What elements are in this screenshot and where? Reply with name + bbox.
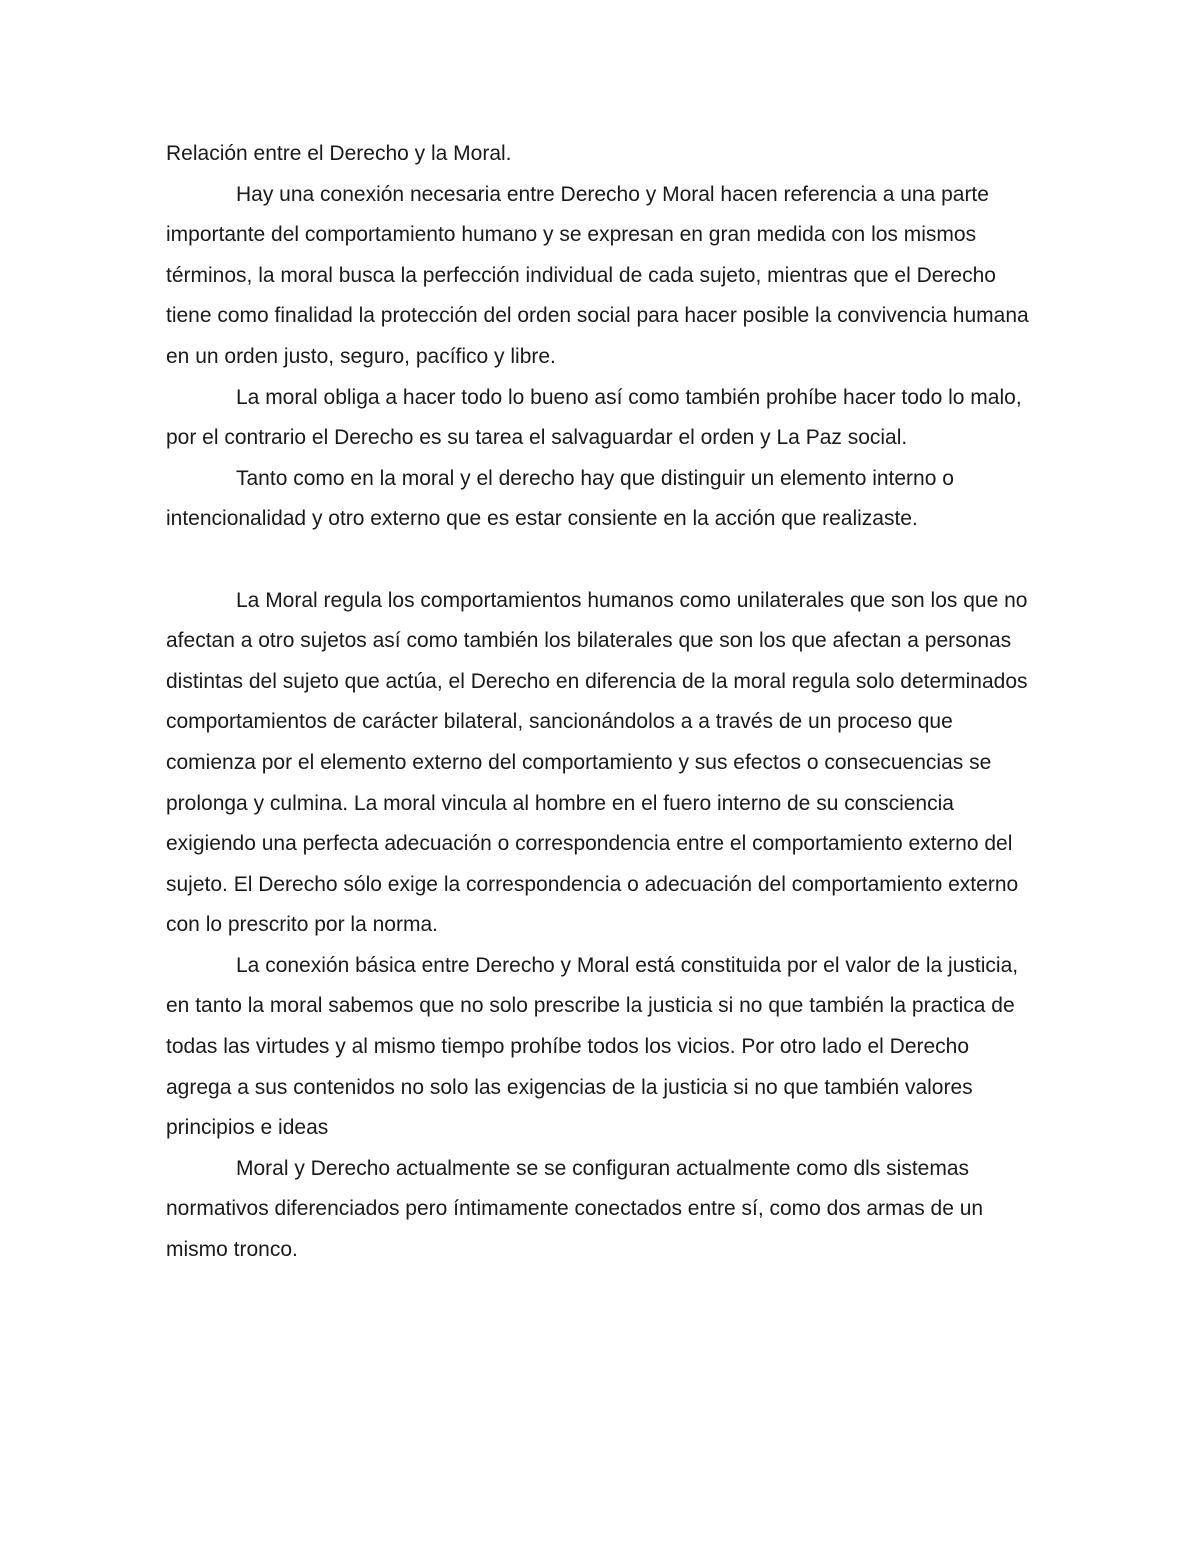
document-title: Relación entre el Derecho y la Moral. — [166, 142, 512, 165]
paragraph-1: Hay una conexión necesaria entre Derecho y Moral hacen referencia a una parte importante del comportamiento humano y se expresan en gran medida con los mismos términos, la moral busca la perfección individual de cada sujeto, mientras que el Derecho tiene como finalidad la protección del orden social para hacer posible la convivencia humana en un orden justo, seguro, pacífico y libre. — [166, 182, 1029, 368]
paragraph-2: La moral obliga a hacer todo lo bueno así como también prohíbe hacer todo lo malo, por el contrario el Derecho es su tarea el salvaguardar el orden y La Paz social. — [166, 385, 1022, 450]
paragraph-4: La Moral regula los comportamientos humanos como unilaterales que son los que no afectan a otro sujetos así como también los bilaterales que son los que afectan a personas distintas del sujeto que actúa, el Derecho en diferencia de la moral regula solo determinados comportamientos de carácter bilateral, sancionándolos a a través de un proceso que comienza por el elemento externo del comportamiento y sus efectos o consecuencias se prolonga y culmina. La moral vincula al hombre en el fuero interno de su consciencia exigiendo una perfecta adecuación o correspondencia entre el comportamiento externo del sujeto. El Derecho sólo exige la correspondencia o adecuación del comportamiento externo con lo prescrito por la norma. — [166, 588, 1028, 937]
paragraph-6: Moral y Derecho actualmente se se configuran actualmente como dls sistemas normativos diferenciados pero íntimamente conectados entre sí, como dos armas de un mismo tronco. — [166, 1156, 984, 1262]
paragraph-5: La conexión básica entre Derecho y Moral está constituida por el valor de la justicia, en tanto la moral sabemos que no solo prescribe la justicia si no que también la practica de todas las virtudes y al mismo tiempo prohíbe todos los vicios. Por otro lado el Derecho agrega a sus contenidos no solo las exigencias de la justicia si no que también valores principios e ideas — [166, 953, 1019, 1140]
document-body — [166, 134, 1036, 1271]
blank-line — [166, 540, 1036, 581]
paragraph-3: Tanto como en la moral y el derecho hay que distinguir un elemento interno o intencionalidad y otro externo que es estar consiente en la acción que realizaste. — [166, 466, 954, 531]
